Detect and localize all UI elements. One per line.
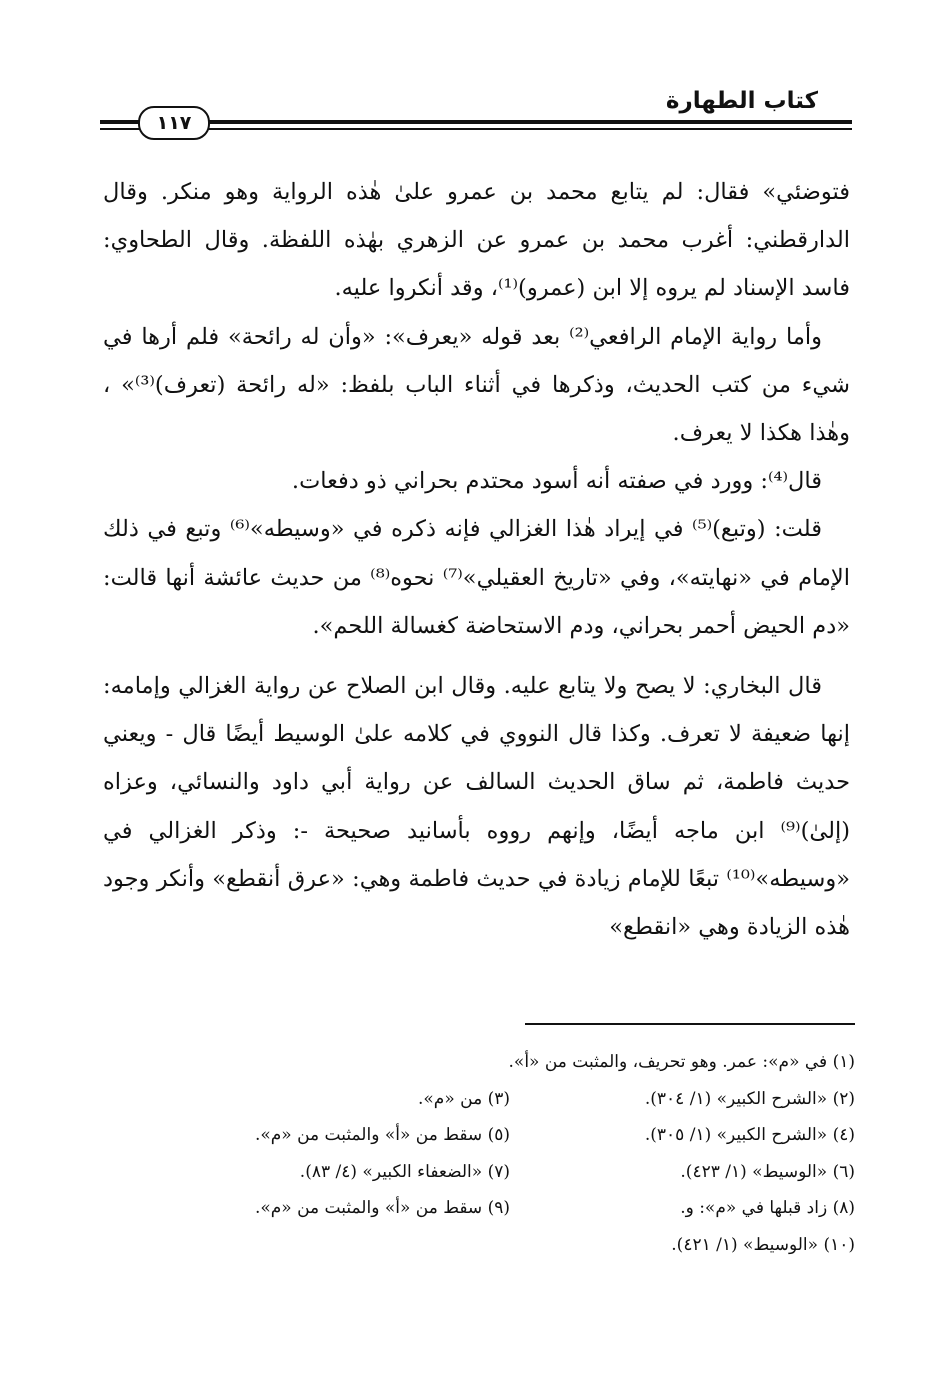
footnote-8: (٨) زاد قبلها في «م»: و.	[680, 1198, 855, 1218]
header-rule-thin	[100, 128, 852, 130]
book-title: كتاب الطهارة	[665, 88, 818, 114]
paragraph: قلت: (وتبع)⁽⁵⁾ في إيراد هٰذا الغزالي فإنه ذكره في «وسيطه»⁽⁶⁾ وتبع في ذلك الإمام في «نهايته»، وفي «تاريخ العقيلي»⁽⁷⁾ نحوه⁽⁸⁾ من حديث عائشة أنها قالت: «دم الحيض أحمر بحراني، ودم الاستحاضة كغسالة اللحم».	[103, 516, 850, 639]
paragraph: قال⁽⁴⁾: وورد في صفته أنه أسود محتدم بحراني ذو دفعات.	[291, 468, 822, 495]
paragraph: فتوضئي» فقال: لم يتابع محمد بن عمرو علىٰ هٰذه الرواية وهو منكر. وقال الدارقطني: أغرب محمد بن عمرو عن الزهري بهٰذه اللفظة. وقال الطحاوي: فاسد الإسناد لم يروه إلا ابن (عمرو)⁽¹⁾، وقد أنكروا عليه.	[103, 179, 850, 302]
footnote-6: (٦) «الوسيط» (١/ ٤٢٣).	[680, 1161, 855, 1182]
paragraph: قال البخاري: لا يصح ولا يتابع عليه. وقال ابن الصلاح عن رواية الغزالي وإمامه: إنها ضعيفة لا تعرف. وكذا قال النووي في كلامه علىٰ الوسيط أيضًا قال - ويعني حديث فاطمة، ثم ساق الحديث السالف عن رواية أبي داود والنسائي، وعزاه (إلىٰ)⁽⁹⁾ ابن ماجه أيضًا، وإنهم رووه بأسانيد صحيحة -: وذكر الغزالي في «وسيطه»⁽¹⁰⁾ تبعًا للإمام زيادة في حديث فاطمة وهي: «عرق أنقطع» وأنكر وجود هٰذه الزيادة وهي «انقطع»	[103, 673, 850, 941]
footnote-1: (١) في «م»: عمر. وهو تحريف، والمثبت من «أ».	[508, 1052, 855, 1072]
footnote-2: (٢) «الشرح الكبير» (١/ ٣٠٤).	[644, 1088, 855, 1109]
footnote-3: (٣) من «م».	[418, 1088, 510, 1109]
main-text	[103, 168, 850, 951]
header-rule-thick	[100, 120, 852, 124]
footnotes	[165, 1044, 855, 1263]
footnote-separator	[525, 1023, 855, 1025]
footnote-5: (٥) سقط من «أ» والمثبت من «م».	[254, 1125, 510, 1145]
footnote-10: (١٠) «الوسيط» (١/ ٤٢١).	[671, 1234, 855, 1255]
footnote-7: (٧) «الضعفاء الكبير» (٤/ ٨٣).	[299, 1161, 510, 1182]
footnote-4: (٤) «الشرح الكبير» (١/ ٣٠٥).	[644, 1125, 855, 1145]
page-header	[100, 88, 852, 136]
paragraph: وأما رواية الإمام الرافعي⁽²⁾ بعد قوله «يعرف»: «وأن له رائحة» فلم أرها في شيء من كتب الحديث، وذكرها في أثناء الباب بلفظ: «له رائحة (تعرف)⁽³⁾» ، وهٰذا هكذا لا يعرف.	[103, 323, 850, 447]
footnote-9: (٩) سقط من «أ» والمثبت من «م».	[254, 1198, 510, 1218]
page-number: ١١٧	[138, 106, 210, 140]
